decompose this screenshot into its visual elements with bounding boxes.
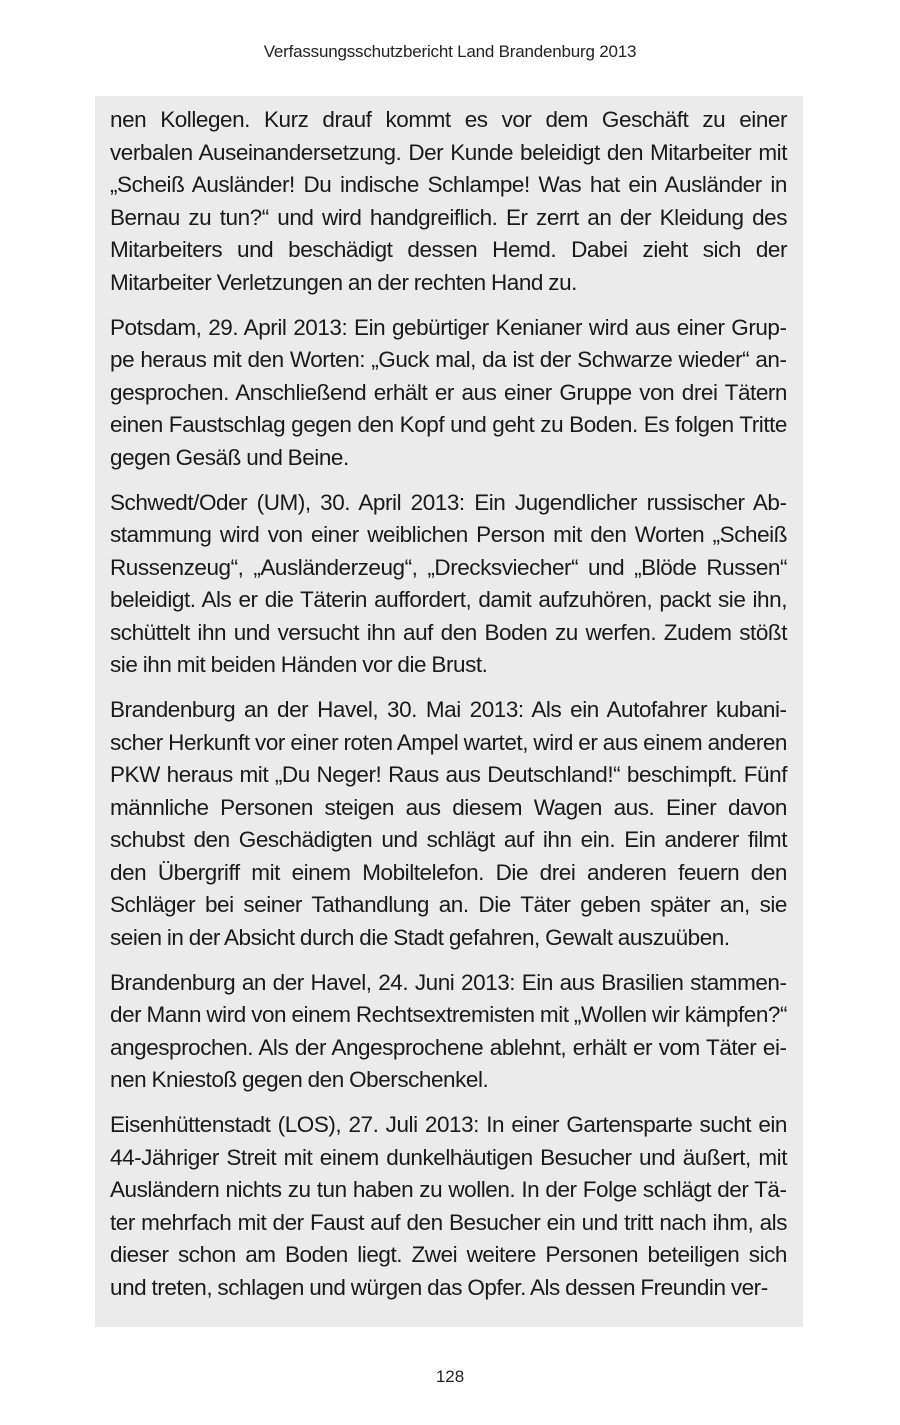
case-paragraph: Potsdam, 29. April 2013: Ein gebürtiger Kenianer wird aus einer Gruppe heraus mit den Worten: „Guck mal, da ist der Schwarze wieder“ angesprochen. Anschließend erhält er aus einer Gruppe von drei Tätern einen Faustschlag gegen den Kopf und geht zu Boden. Es folgen Tritte gegen Gesäß und Beine. [110, 314, 787, 470]
running-header: Verfassungsschutzbericht Land Brandenburg 2013 [263, 42, 637, 61]
case-paragraph: Brandenburg an der Havel, 30. Mai 2013: Als ein Autofahrer kubanischer Herkunft vor einer roten Ampel wartet, wird er aus einem anderen PKW heraus mit „Du Neger! Raus aus Deutschland!“ beschimpft. Fünf männliche Personen steigen aus diesem Wagen aus. Einer davon schubst den Geschädigten und schlägt auf ihn ein. Ein anderer filmt den Übergriff mit einem Mobiltelefon. Die drei anderen feuern den Schläger bei seiner Tathandlung an. Die Täter geben später an, sie seien in der Absicht durch die Stadt gefahren, Gewalt auszuüben. [110, 697, 787, 950]
case-list-box [95, 96, 803, 1327]
case-paragraph: Eisenhüttenstadt (LOS), 27. Juli 2013: In einer Gartensparte sucht ein 44-Jähriger Streit mit einem dunkelhäutigen Besucher und äußert, mit Ausländern nichts zu tun haben zu wollen. In der Folge schlägt der Täter mehrfach mit der Faust auf den Besucher ein und tritt nach ihm, als dieser schon am Boden liegt. Zwei weitere Personen beteiligen sich und treten, schlagen und würgen das Opfer. Als dessen Freundin ver- [110, 1112, 787, 1300]
case-paragraph: Schwedt/Oder (UM), 30. April 2013: Ein Jugendlicher russischer Abstammung wird von einer weiblichen Person mit den Worten „Scheiß Russenzeug“, „Ausländerzeug“, „Drecksviecher“ und „Blöde Russen“ beleidigt. Als er die Täterin auffordert, damit aufzuhören, packt sie ihn, schüttelt ihn und versucht ihn auf den Boden zu werfen. Zudem stößt sie ihn mit beiden Händen vor die Brust. [110, 489, 787, 677]
page-number: 128 [435, 1367, 465, 1386]
case-paragraph: Brandenburg an der Havel, 24. Juni 2013: Ein aus Brasilien stammender Mann wird von einem Rechtsextremisten mit „Wollen wir kämpfen?“ angesprochen. Als der Angesprochene ablehnt, erhält er vom Täter einen Kniestoß gegen den Oberschenkel. [110, 969, 787, 1092]
case-paragraph: nen Kollegen. Kurz drauf kommt es vor dem Geschäft zu einer verbalen Auseinandersetzung. Der Kunde beleidigt den Mitarbeiter mit „Scheiß Ausländer! Du indische Schlampe! Was hat ein Ausländer in Bernau zu tun?“ und wird handgreiflich. Er zerrt an der Kleidung des Mitarbeiters und beschädigt dessen Hemd. Dabei zieht sich der Mitarbeiter Verletzungen an der rechten Hand zu. [110, 107, 787, 295]
